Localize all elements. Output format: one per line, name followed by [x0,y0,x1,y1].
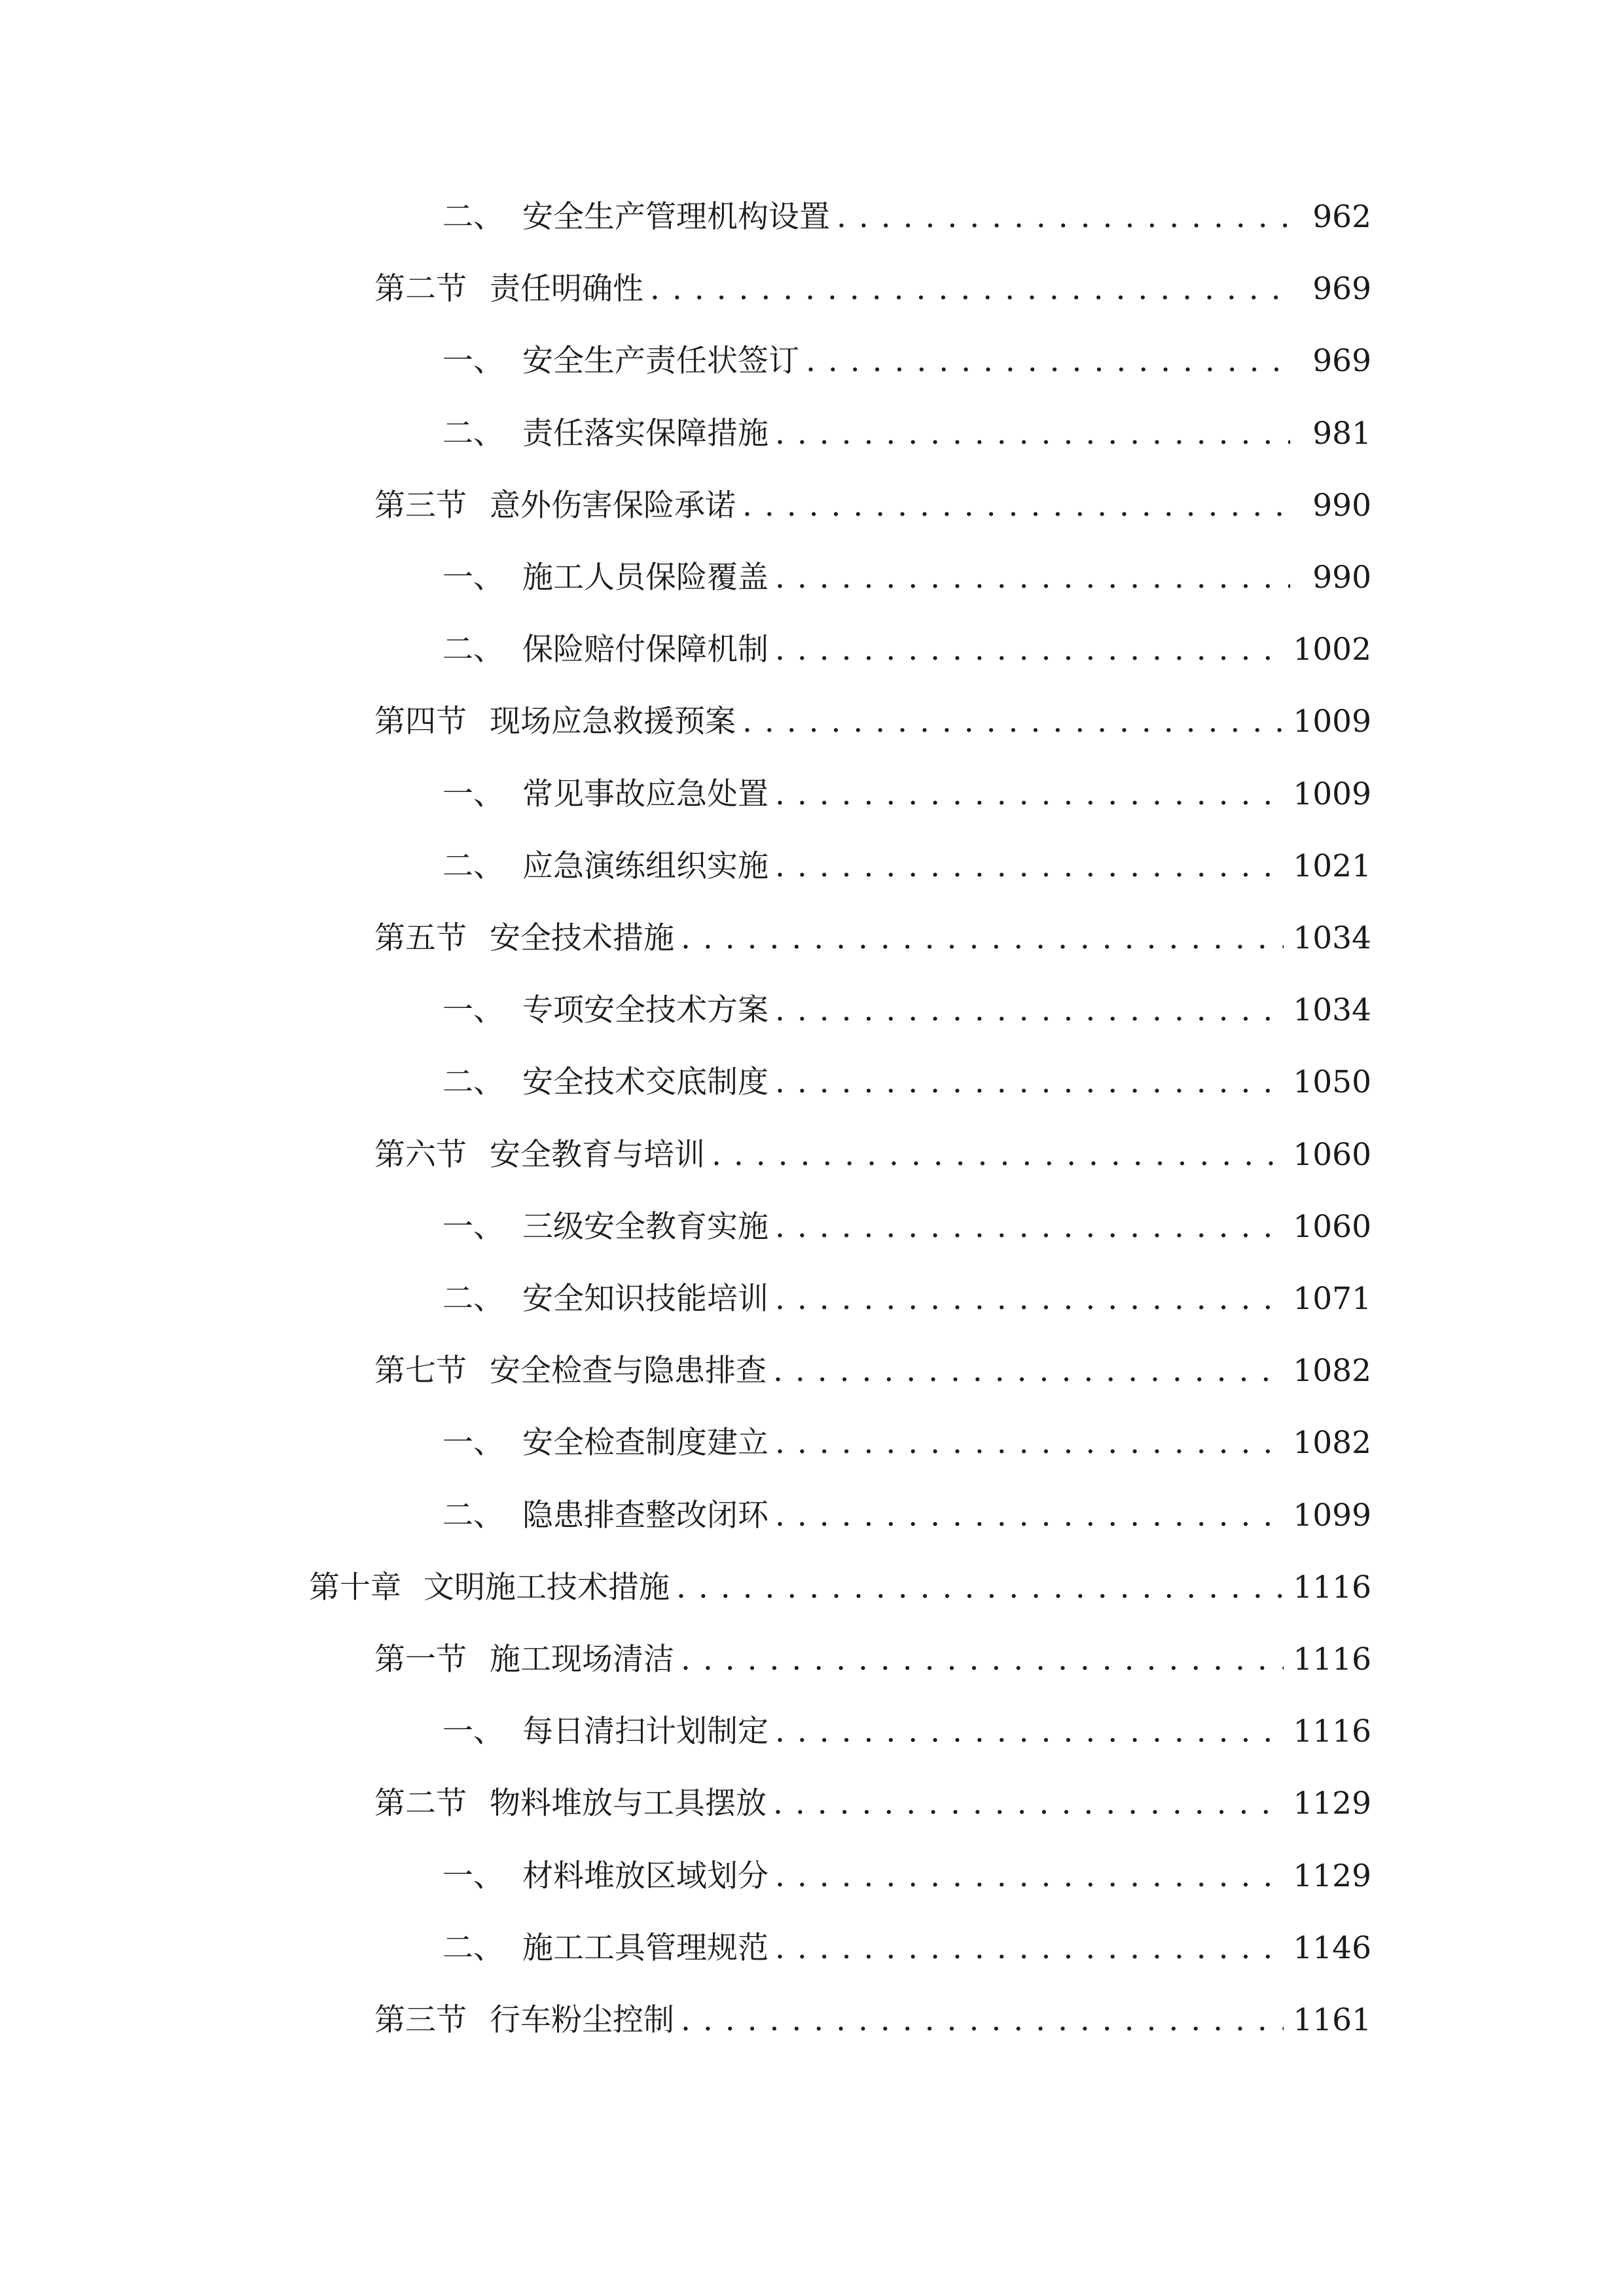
toc-page-number: 981 [1312,415,1371,452]
toc-page-number: 1082 [1293,1425,1371,1462]
toc-dot-leader [775,1056,1284,1109]
toc-entry[interactable] [309,1562,1371,1614]
toc-entry-number: 一、 [442,1857,504,1894]
toc-entry-title: 安全技术措施 [490,920,674,956]
toc-page-number: 1060 [1293,1136,1371,1173]
toc-entry-title: 行车粉尘控制 [490,2002,674,2038]
toc-entry-title: 安全知识技能培训 [522,1281,768,1317]
toc-dot-leader [742,480,1290,532]
toc-entry-number: 一、 [442,1713,504,1750]
toc-entry-title: 专项安全技术方案 [522,992,768,1029]
toc-entry-number: 二、 [442,848,504,884]
toc-entry-number: 一、 [442,992,504,1029]
toc-dot-leader [775,408,1290,460]
toc-page-number: 1129 [1293,1785,1371,1822]
toc-entry-title: 施工工具管理规范 [522,1929,768,1966]
toc-dot-leader [775,1490,1284,1542]
toc-page-number: 1082 [1293,1353,1371,1390]
toc-entry-number: 第三节 [374,487,467,524]
toc-dot-leader [775,1706,1284,1758]
toc-entry-number: 二、 [442,1929,504,1966]
toc-page-number: 1129 [1293,1857,1371,1894]
toc-dot-leader [681,1634,1284,1686]
toc-entry[interactable] [442,1201,1371,1253]
toc-page-number: 1116 [1293,1641,1371,1677]
toc-page-number: 1060 [1293,1208,1371,1245]
toc-page-number: 1146 [1293,1929,1371,1966]
toc-entry-number: 第十章 [309,1569,401,1605]
toc-dot-leader [773,1778,1284,1830]
toc-dot-leader [773,1345,1284,1397]
toc-entry[interactable] [374,1129,1371,1181]
toc-entry[interactable] [374,696,1371,748]
toc-dot-leader [742,696,1284,748]
toc-page-number: 990 [1312,560,1371,596]
toc-page-number: 1034 [1293,920,1371,956]
toc-entry[interactable] [442,984,1371,1037]
toc-entry-title: 物料堆放与工具摆放 [490,1785,767,1822]
toc-dot-leader [775,840,1284,893]
toc-entry[interactable] [374,1778,1371,1830]
toc-page-number: 1116 [1293,1569,1371,1605]
toc-entry[interactable] [374,480,1371,532]
toc-page-number: 1034 [1293,992,1371,1029]
toc-page-number: 1050 [1293,1064,1371,1101]
toc-entry[interactable] [442,191,1371,243]
toc-dot-leader [775,1417,1284,1469]
toc-entry[interactable] [442,1273,1371,1325]
toc-entry-number: 二、 [442,1281,504,1317]
toc-page-number: 1002 [1293,632,1371,668]
toc-entry-title: 施工人员保险覆盖 [522,560,768,596]
toc-entry-number: 第六节 [374,1136,467,1173]
toc-dot-leader [775,1922,1284,1975]
toc-entry-title: 责任明确性 [490,271,643,308]
toc-entry-title: 意外伤害保险承诺 [490,487,736,524]
toc-entry-title: 每日清扫计划制定 [522,1713,768,1750]
toc-entry-title: 安全生产责任状签订 [522,343,799,380]
toc-entry-number: 二、 [442,1064,504,1101]
toc-dot-leader [676,1562,1284,1614]
toc-entry-number: 一、 [442,560,504,596]
toc-dot-leader [837,191,1290,243]
toc-entry-title: 常见事故应急处置 [522,776,768,812]
toc-entry-number: 第五节 [374,920,467,956]
toc-dot-leader [650,263,1290,315]
toc-entry-title: 现场应急救援预案 [490,704,736,740]
toc-page-number: 1099 [1293,1497,1371,1534]
toc-page-number: 1161 [1293,2002,1371,2038]
toc-entry-title: 文明施工技术措施 [424,1569,670,1605]
toc-entry[interactable] [442,1490,1371,1542]
toc-entry-number: 一、 [442,776,504,812]
toc-page-number: 1009 [1293,704,1371,740]
toc-entry-title: 安全技术交底制度 [522,1064,768,1101]
toc-entry[interactable] [442,408,1371,460]
toc-entry[interactable] [374,1634,1371,1686]
toc-entry[interactable] [442,624,1371,676]
toc-page-number: 1116 [1293,1713,1371,1750]
toc-entry[interactable] [442,552,1371,604]
toc-entry-number: 第二节 [374,271,467,308]
toc-entry[interactable] [442,1056,1371,1109]
toc-entry-title: 材料堆放区域划分 [522,1857,768,1894]
toc-dot-leader [681,912,1284,965]
toc-entry[interactable] [442,1417,1371,1469]
toc-entry[interactable] [374,1345,1371,1397]
toc-entry-number: 一、 [442,1208,504,1245]
toc-entry-number: 第一节 [374,1641,467,1677]
toc-entry-title: 安全检查制度建立 [522,1425,768,1462]
toc-dot-leader [775,1273,1284,1325]
toc-entry[interactable] [442,840,1371,893]
toc-entry-number: 二、 [442,199,504,235]
toc-entry-number: 二、 [442,1497,504,1534]
toc-entry-number: 第七节 [374,1353,467,1390]
toc-entry[interactable] [442,1850,1371,1903]
toc-entry-title: 应急演练组织实施 [522,848,768,884]
toc-dot-leader [681,1994,1284,2047]
toc-entry-title: 施工现场清洁 [490,1641,674,1677]
toc-dot-leader [775,1850,1284,1903]
toc-entry-number: 二、 [442,415,504,452]
toc-entry[interactable] [374,263,1371,315]
toc-entry-title: 安全检查与隐患排查 [490,1353,767,1390]
toc-dot-leader [775,768,1284,821]
toc-entry-number: 一、 [442,1425,504,1462]
toc-dot-leader [806,335,1290,387]
toc-entry-number: 二、 [442,632,504,668]
toc-entry-number: 一、 [442,343,504,380]
toc-entry-title: 责任落实保障措施 [522,415,768,452]
toc-page-number: 990 [1312,487,1371,524]
toc-entry-title: 三级安全教育实施 [522,1208,768,1245]
toc-page-number: 1071 [1293,1281,1371,1317]
toc-entry-title: 安全教育与培训 [490,1136,705,1173]
toc-entry[interactable] [442,335,1371,387]
toc-page-number: 1009 [1293,776,1371,812]
toc-entry[interactable] [442,1922,1371,1975]
toc-entry-title: 安全生产管理机构设置 [522,199,830,235]
toc-entry-title: 隐患排查整改闭环 [522,1497,768,1534]
toc-entry-number: 第四节 [374,704,467,740]
toc-page-number: 969 [1312,271,1371,308]
toc-entry[interactable] [374,1994,1371,2047]
toc-page-number: 1021 [1293,848,1371,884]
toc-dot-leader [775,984,1284,1037]
toc-entry[interactable] [442,1706,1371,1758]
toc-page-number: 962 [1312,199,1371,235]
toc-dot-leader [775,1201,1284,1253]
toc-page-number: 969 [1312,343,1371,380]
toc-dot-leader [775,624,1284,676]
toc-entry-title: 保险赔付保障机制 [522,632,768,668]
toc-entry-number: 第二节 [374,1785,467,1822]
toc-dot-leader [712,1129,1284,1181]
toc-entry[interactable] [374,912,1371,965]
toc-entry-number: 第三节 [374,2002,467,2038]
toc-entry[interactable] [442,768,1371,821]
toc-dot-leader [775,552,1290,604]
